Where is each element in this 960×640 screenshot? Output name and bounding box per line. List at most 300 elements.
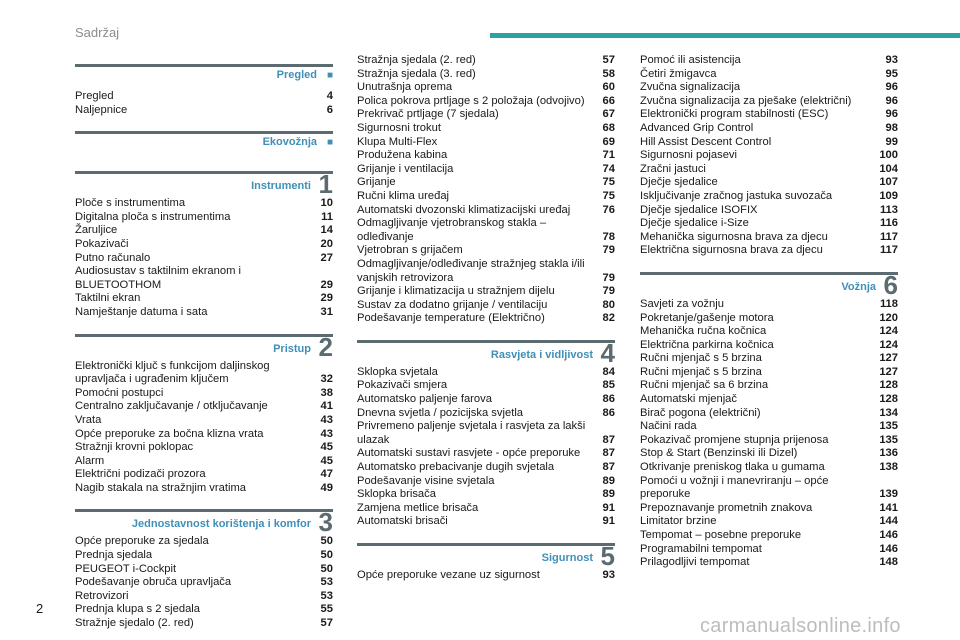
toc-entry[interactable] [357,393,615,407]
toc-entry[interactable] [357,149,615,163]
entry-title: Klupa Multi-Flex [357,135,438,148]
entry-title: Privremeno paljenje svjetala i rasvjeta za lakši ulazak [357,420,586,446]
entry-title: Podešavanje visine svjetala [357,474,495,487]
entry-page-number: 57 [320,617,333,630]
toc-entry[interactable] [357,475,615,489]
entry-title: Sigurnosni trokut [357,121,441,134]
entry-page-number: 144 [879,515,898,528]
entry-page-number: 11 [321,210,333,223]
toc-entry[interactable] [640,136,898,150]
entry-title: Grijanje i klimatizacija u stražnjem dijelu [357,285,555,298]
toc-entry[interactable] [640,352,898,366]
entry-page-number: 89 [602,488,615,501]
entry-page-number: 135 [879,420,898,433]
entry-title: Sustav za dodatno grijanje / ventilaciju [357,298,548,311]
toc-entry[interactable] [75,414,333,428]
entry-title: Ručni klima uređaj [357,189,450,202]
entry-title: Naljepnice [75,103,128,116]
entry-page-number: 95 [885,67,898,80]
entry-title: Automatski dvozonski klimatizacijski uređaj [357,203,571,216]
entry-title: Alarm [75,454,105,467]
toc-entry[interactable] [75,238,333,252]
toc-entry[interactable] [357,244,615,258]
entry-page-number: 57 [602,54,615,66]
entry-page-number: 117 [879,244,898,257]
header-title: Sadržaj [75,25,120,40]
entry-title: Podešavanje obruča upravljača [75,576,232,589]
entry-title: Električna sigurnosna brava za djecu [640,244,823,257]
toc-entry[interactable] [640,231,898,245]
entry-page-number: 10 [320,197,333,210]
entry-title: Dječje sjedalice i-Size [640,217,749,230]
entry-title: Putno računalo [75,251,151,264]
section-title[interactable]: Instrumenti [251,180,311,193]
toc-entry[interactable] [357,95,615,109]
entry-title: Automatski mjenjač [640,393,737,406]
entry-title: Odmagljivanje vjetrobranskog stakla – odleđivanje [357,217,547,243]
entry-title: Mehanička ručna kočnica [640,325,767,338]
entry-page-number: 45 [320,454,333,467]
entry-page-number: 124 [879,338,898,351]
entry-page-number: 55 [320,603,333,616]
entry-title: Mehanička sigurnosna brava za djecu [640,230,828,243]
section-number: 1 [318,169,333,200]
entry-page-number: 146 [879,529,898,541]
entry-page-number: 146 [879,542,898,555]
entry-page-number: 80 [602,298,615,311]
entry-title: Automatski sustavi rasvjete - opće preporuke [357,447,581,460]
entry-list [75,197,333,319]
entry-title: Produžena kabina [357,149,448,162]
entry-title: Retrovizori [75,589,129,602]
entry-page-number: 79 [602,244,615,257]
toc-entry[interactable] [357,136,615,150]
entry-title: Isključivanje zračnog jastuka suvozača [640,189,833,202]
watermark: carmanualsonline.info [700,615,901,637]
toc-entry[interactable] [640,366,898,380]
toc-entry[interactable] [75,441,333,455]
toc-entry[interactable] [357,163,615,177]
entry-title: Dječje sjedalice [640,176,718,189]
toc-entry[interactable] [640,502,898,516]
entry-page-number: 127 [879,365,898,378]
section-number: 4 [600,337,615,368]
entry-page-number: 38 [320,386,333,399]
entry-page-number: 31 [320,305,333,318]
entry-page-number: 71 [602,149,615,162]
entry-title: Sklopka svjetala [357,365,438,378]
entry-title: Automatsko paljenje farova [357,393,492,406]
toc-entry[interactable] [75,211,333,225]
section-header [357,543,615,573]
entry-page-number: 117 [879,230,898,243]
entry-page-number: 79 [602,271,615,284]
toc-entry[interactable] [640,475,898,502]
entry-title: Prilagodljivi tempomat [640,556,750,569]
entry-title: Nagib stakala na stražnjim vratima [75,481,246,494]
entry-title: Odmagljivanje/odleđivanje stražnjeg stakla i/ili vanjskih retrovizora [357,257,585,284]
section-title[interactable]: Jednostavnost korištenja i komfor [131,518,311,531]
toc-entry[interactable] [75,576,333,590]
entry-list [75,535,333,630]
toc-entry[interactable] [357,407,615,421]
entry-page-number: 47 [320,468,333,481]
section-number: 6 [883,269,898,300]
toc-entry[interactable] [357,204,615,218]
entry-page-number: 100 [879,149,898,162]
header-accent-bar [490,33,960,38]
toc-entry[interactable] [357,258,615,285]
entry-page-number: 68 [602,121,615,134]
toc-entry[interactable] [640,149,898,163]
toc-entry[interactable] [75,563,333,577]
toc-entry[interactable] [75,617,333,631]
entry-list [640,54,898,258]
entry-page-number: 66 [602,94,615,107]
toc-entry[interactable] [640,204,898,218]
toc-entry[interactable] [640,54,898,68]
section-title[interactable]: Sigurnost [541,552,593,564]
entry-page-number: 134 [879,406,898,419]
entry-page-number: 50 [320,535,333,548]
toc-entry[interactable] [640,379,898,393]
entry-page-number: 20 [320,237,333,250]
toc-entry[interactable] [357,299,615,313]
entry-page-number: 91 [602,515,615,528]
toc-entry[interactable] [357,217,615,244]
entry-page-number: 99 [885,135,898,148]
toc-entry[interactable] [75,468,333,482]
entry-page-number: 14 [320,224,333,237]
toc-entry[interactable] [640,529,898,543]
entry-page-number: 53 [320,576,333,589]
toc-entry[interactable] [640,407,898,421]
toc-entry[interactable] [640,68,898,82]
entry-title: Advanced Grip Control [640,121,754,134]
entry-title: Opće preporuke vezane uz sigurnost [357,569,540,581]
entry-page-number: 86 [602,393,615,406]
entry-page-number: 124 [879,325,898,338]
entry-page-number: 109 [879,189,898,202]
toc-entry[interactable] [75,252,333,266]
toc-section [75,171,333,319]
toc-entry[interactable] [640,556,898,570]
entry-page-number: 69 [602,135,615,148]
section-title[interactable]: Rasvjeta i vidljivost [490,348,593,361]
entry-page-number: 135 [879,433,898,446]
entry-title: Dječje sjedalice ISOFIX [640,203,758,216]
entry-title: Birač pogona (električni) [640,406,761,419]
entry-title: Namještanje datuma i sata [75,305,208,318]
section-header [75,509,333,539]
toc-entry[interactable] [640,122,898,136]
entry-page-number: 107 [879,176,898,189]
entry-list [640,298,898,570]
entry-title: Načini rada [640,420,697,433]
entry-title: Audiosustav s taktilnim ekranom i BLUETOOTHOM [75,265,242,291]
section-title[interactable]: Pristup [273,342,311,355]
entry-title: PEUGEOT i-Cockpit [75,562,177,575]
section-number: 2 [318,331,333,362]
entry-page-number: 118 [879,297,898,310]
entry-title: Zvučna signalizacija [640,81,741,94]
section-header [640,269,898,302]
entry-page-number: 50 [320,562,333,575]
entry-title: Ručni mjenjač s 5 brzina [640,365,762,378]
entry-page-number: 87 [602,461,615,474]
toc-entry[interactable] [640,163,898,177]
toc-entry[interactable] [75,482,333,496]
toc-entry[interactable] [357,420,615,447]
entry-page-number: 89 [602,474,615,487]
entry-title: Savjeti za vožnju [640,297,724,310]
toc-column-3 [640,54,898,570]
entry-title: Četiri žmigavca [640,67,717,80]
toc-entry[interactable] [75,224,333,238]
toc-entry[interactable] [640,108,898,122]
entry-page-number: 116 [879,217,898,230]
entry-page-number: 141 [879,501,898,514]
entry-title: Taktilni ekran [75,292,141,305]
toc-entry[interactable] [640,325,898,339]
entry-page-number: 120 [879,311,898,324]
entry-title: Digitalna ploča s instrumentima [75,210,231,223]
entry-page-number: 78 [602,230,615,243]
entry-title: Sklopka brisača [357,488,436,501]
entry-title: Stražnja sjedala (3. red) [357,67,476,80]
entry-page-number: 32 [320,373,333,386]
entry-title: Vrata [75,413,102,426]
entry-page-number: 43 [320,413,333,426]
entry-title: Hill Assist Descent Control [640,135,772,148]
toc-section [640,269,898,570]
section-title[interactable]: Pregled [276,69,317,81]
entry-page-number: 87 [602,447,615,460]
entry-page-number: 85 [602,379,615,392]
entry-page-number: 49 [320,481,333,494]
entry-page-number: 148 [879,556,898,569]
section-header [75,171,333,201]
entry-title: Pokazivači [75,237,129,250]
toc-entry[interactable] [640,420,898,434]
toc-section [75,331,333,496]
entry-title: Prekrivač prtljage (7 sjedala) [357,108,499,121]
toc-entry[interactable] [75,428,333,442]
entry-page-number: 60 [602,81,615,94]
entry-page-number: 75 [602,189,615,202]
entry-page-number: 86 [602,406,615,419]
toc-entry[interactable] [357,122,615,136]
section-number: 5 [600,541,615,571]
toc-entry[interactable] [640,339,898,353]
toc-entry[interactable] [357,447,615,461]
entry-page-number: 93 [885,54,898,66]
entry-title: Centralno zaključavanje / otključavanje [75,400,268,413]
entry-title: Stražnja sjedala (2. red) [357,54,476,66]
entry-title: Grijanje i ventilacija [357,162,454,175]
entry-page-number: 87 [602,433,615,446]
toc-entry[interactable] [75,400,333,414]
entry-title: Dnevna svjetla / pozicijska svjetla [357,406,524,419]
entry-title: Prednja klupa s 2 sjedala [75,603,201,616]
section-header [75,331,333,364]
toc-section [75,509,333,630]
toc-entry[interactable] [75,387,333,401]
entry-page-number: 74 [602,162,615,175]
toc-section [357,543,615,583]
entry-title: Stop & Start (Benzinski ili Dizel) [640,447,798,460]
entry-title: Automatsko prebacivanje dugih svjetala [357,461,555,474]
toc-entry[interactable] [357,515,615,529]
entry-page-number: 27 [320,251,333,264]
toc-entry[interactable] [75,360,333,387]
entry-title: Grijanje [357,176,396,189]
entry-title: Pomoći u vožnji i manevriranju – opće preporuke [640,474,829,501]
toc-entry[interactable] [75,265,333,292]
toc-entry[interactable] [357,54,615,68]
entry-list [75,360,333,496]
toc-entry[interactable] [357,461,615,475]
section-title[interactable]: Vožnja [841,280,876,293]
entry-page-number: 113 [879,203,898,216]
entry-page-number: 128 [879,379,898,392]
entry-page-number: 29 [320,292,333,305]
toc-entry[interactable] [357,81,615,95]
entry-title: Žaruljice [75,224,118,237]
entry-page-number: 139 [879,488,898,501]
entry-page-number: 96 [885,94,898,107]
entry-page-number: 82 [602,312,615,325]
entry-title: Ručni mjenjač s 5 brzina [640,352,762,365]
entry-page-number: 127 [879,352,898,365]
toc-entry[interactable] [75,590,333,604]
entry-title: Pokazivač promjene stupnja prijenosa [640,433,829,446]
entry-page-number: 96 [885,108,898,121]
entry-title: Automatski brisači [357,515,448,528]
entry-page-number: 41 [320,400,333,413]
entry-title: Tempomat – posebne preporuke [640,529,802,541]
entry-page-number: 91 [602,501,615,514]
toc-entry[interactable] [640,176,898,190]
entry-title: Zamjena metlice brisača [357,501,479,514]
entry-title: Pokretanje/gašenje motora [640,311,774,324]
toc-entry[interactable] [640,543,898,557]
entry-page-number: 67 [602,108,615,121]
toc-entry[interactable] [357,176,615,190]
toc-entry[interactable] [640,95,898,109]
entry-page-number: 79 [602,285,615,298]
entry-title: Pomoć ili asistencija [640,54,741,66]
entry-page-number: 138 [879,461,898,474]
entry-page-number: 104 [879,162,898,175]
toc-entry[interactable] [357,68,615,82]
entry-page-number: 53 [320,589,333,602]
entry-title: Zračni jastuci [640,162,706,175]
entry-title: Opće preporuke za bočna klizna vrata [75,427,264,440]
entry-page-number: 6 [326,103,333,116]
toc-entry[interactable] [357,285,615,299]
entry-title: Električni podizači prozora [75,468,206,481]
section-header [75,131,333,161]
entry-title: Sigurnosni pojasevi [640,149,738,162]
toc-entry[interactable] [75,306,333,320]
toc-entry[interactable] [75,104,333,118]
entry-page-number: 128 [879,393,898,406]
entry-page-number: 98 [885,121,898,134]
section-marker-icon: ■ [326,137,333,149]
section-marker-icon: ■ [326,70,333,81]
toc-entry[interactable] [357,312,615,326]
entry-page-number: 29 [320,278,333,291]
entry-page-number: 75 [602,176,615,189]
entry-list [75,90,333,117]
section-header [357,337,615,370]
entry-page-number: 84 [602,365,615,378]
entry-title: Ručni mjenjač sa 6 brzina [640,379,769,392]
toc-section [640,54,898,258]
toc-entry[interactable] [640,461,898,475]
entry-page-number: 43 [320,427,333,440]
toc-entry[interactable] [640,515,898,529]
toc-entry[interactable] [357,502,615,516]
entry-title: Prepoznavanje prometnih znakova [640,501,813,514]
toc-column-2 [357,54,615,583]
toc-entry[interactable] [357,488,615,502]
entry-page-number: 50 [320,549,333,562]
entry-page-number: 4 [326,90,333,102]
entry-title: Programabilni tempomat [640,542,762,555]
entry-title: Podešavanje temperature (Električno) [357,312,545,325]
toc-section [357,54,615,326]
entry-title: Pomoćni postupci [75,386,164,399]
toc-entry[interactable] [640,447,898,461]
toc-entry[interactable] [357,108,615,122]
entry-title: Unutrašnja oprema [357,81,453,94]
entry-page-number: 93 [602,569,615,581]
toc-entry[interactable] [640,434,898,448]
toc-entry[interactable] [640,81,898,95]
entry-page-number: 45 [320,441,333,454]
toc-entry[interactable] [640,217,898,231]
entry-page-number: 58 [602,67,615,80]
entry-title: Zvučna signalizacija za pješake (električni) [640,94,852,107]
toc-entry[interactable] [75,549,333,563]
toc-entry[interactable] [75,292,333,306]
entry-title: Limitator brzine [640,515,717,528]
toc-entry[interactable] [75,603,333,617]
entry-page-number: 96 [885,81,898,94]
toc-column-1 [75,58,333,631]
toc-entry[interactable] [640,244,898,258]
entry-title: Pregled [75,90,114,102]
section-title[interactable]: Ekovožnja [262,136,317,149]
entry-title: Stražnje sjedalo (2. red) [75,617,194,630]
toc-entry[interactable] [640,393,898,407]
entry-title: Prednja sjedala [75,549,153,562]
toc-entry[interactable] [357,190,615,204]
toc-entry[interactable] [640,190,898,204]
entry-title: Vjetrobran s grijačem [357,244,463,257]
toc-section [75,64,333,117]
entry-title: Opće preporuke za sjedala [75,535,209,548]
toc-entry[interactable] [75,455,333,469]
entry-title: Električna parkirna kočnica [640,338,774,351]
toc-entry[interactable] [357,379,615,393]
section-header [75,64,333,94]
entry-page-number: 136 [879,447,898,460]
page-number: 2 [36,601,44,616]
toc-entry[interactable] [640,312,898,326]
